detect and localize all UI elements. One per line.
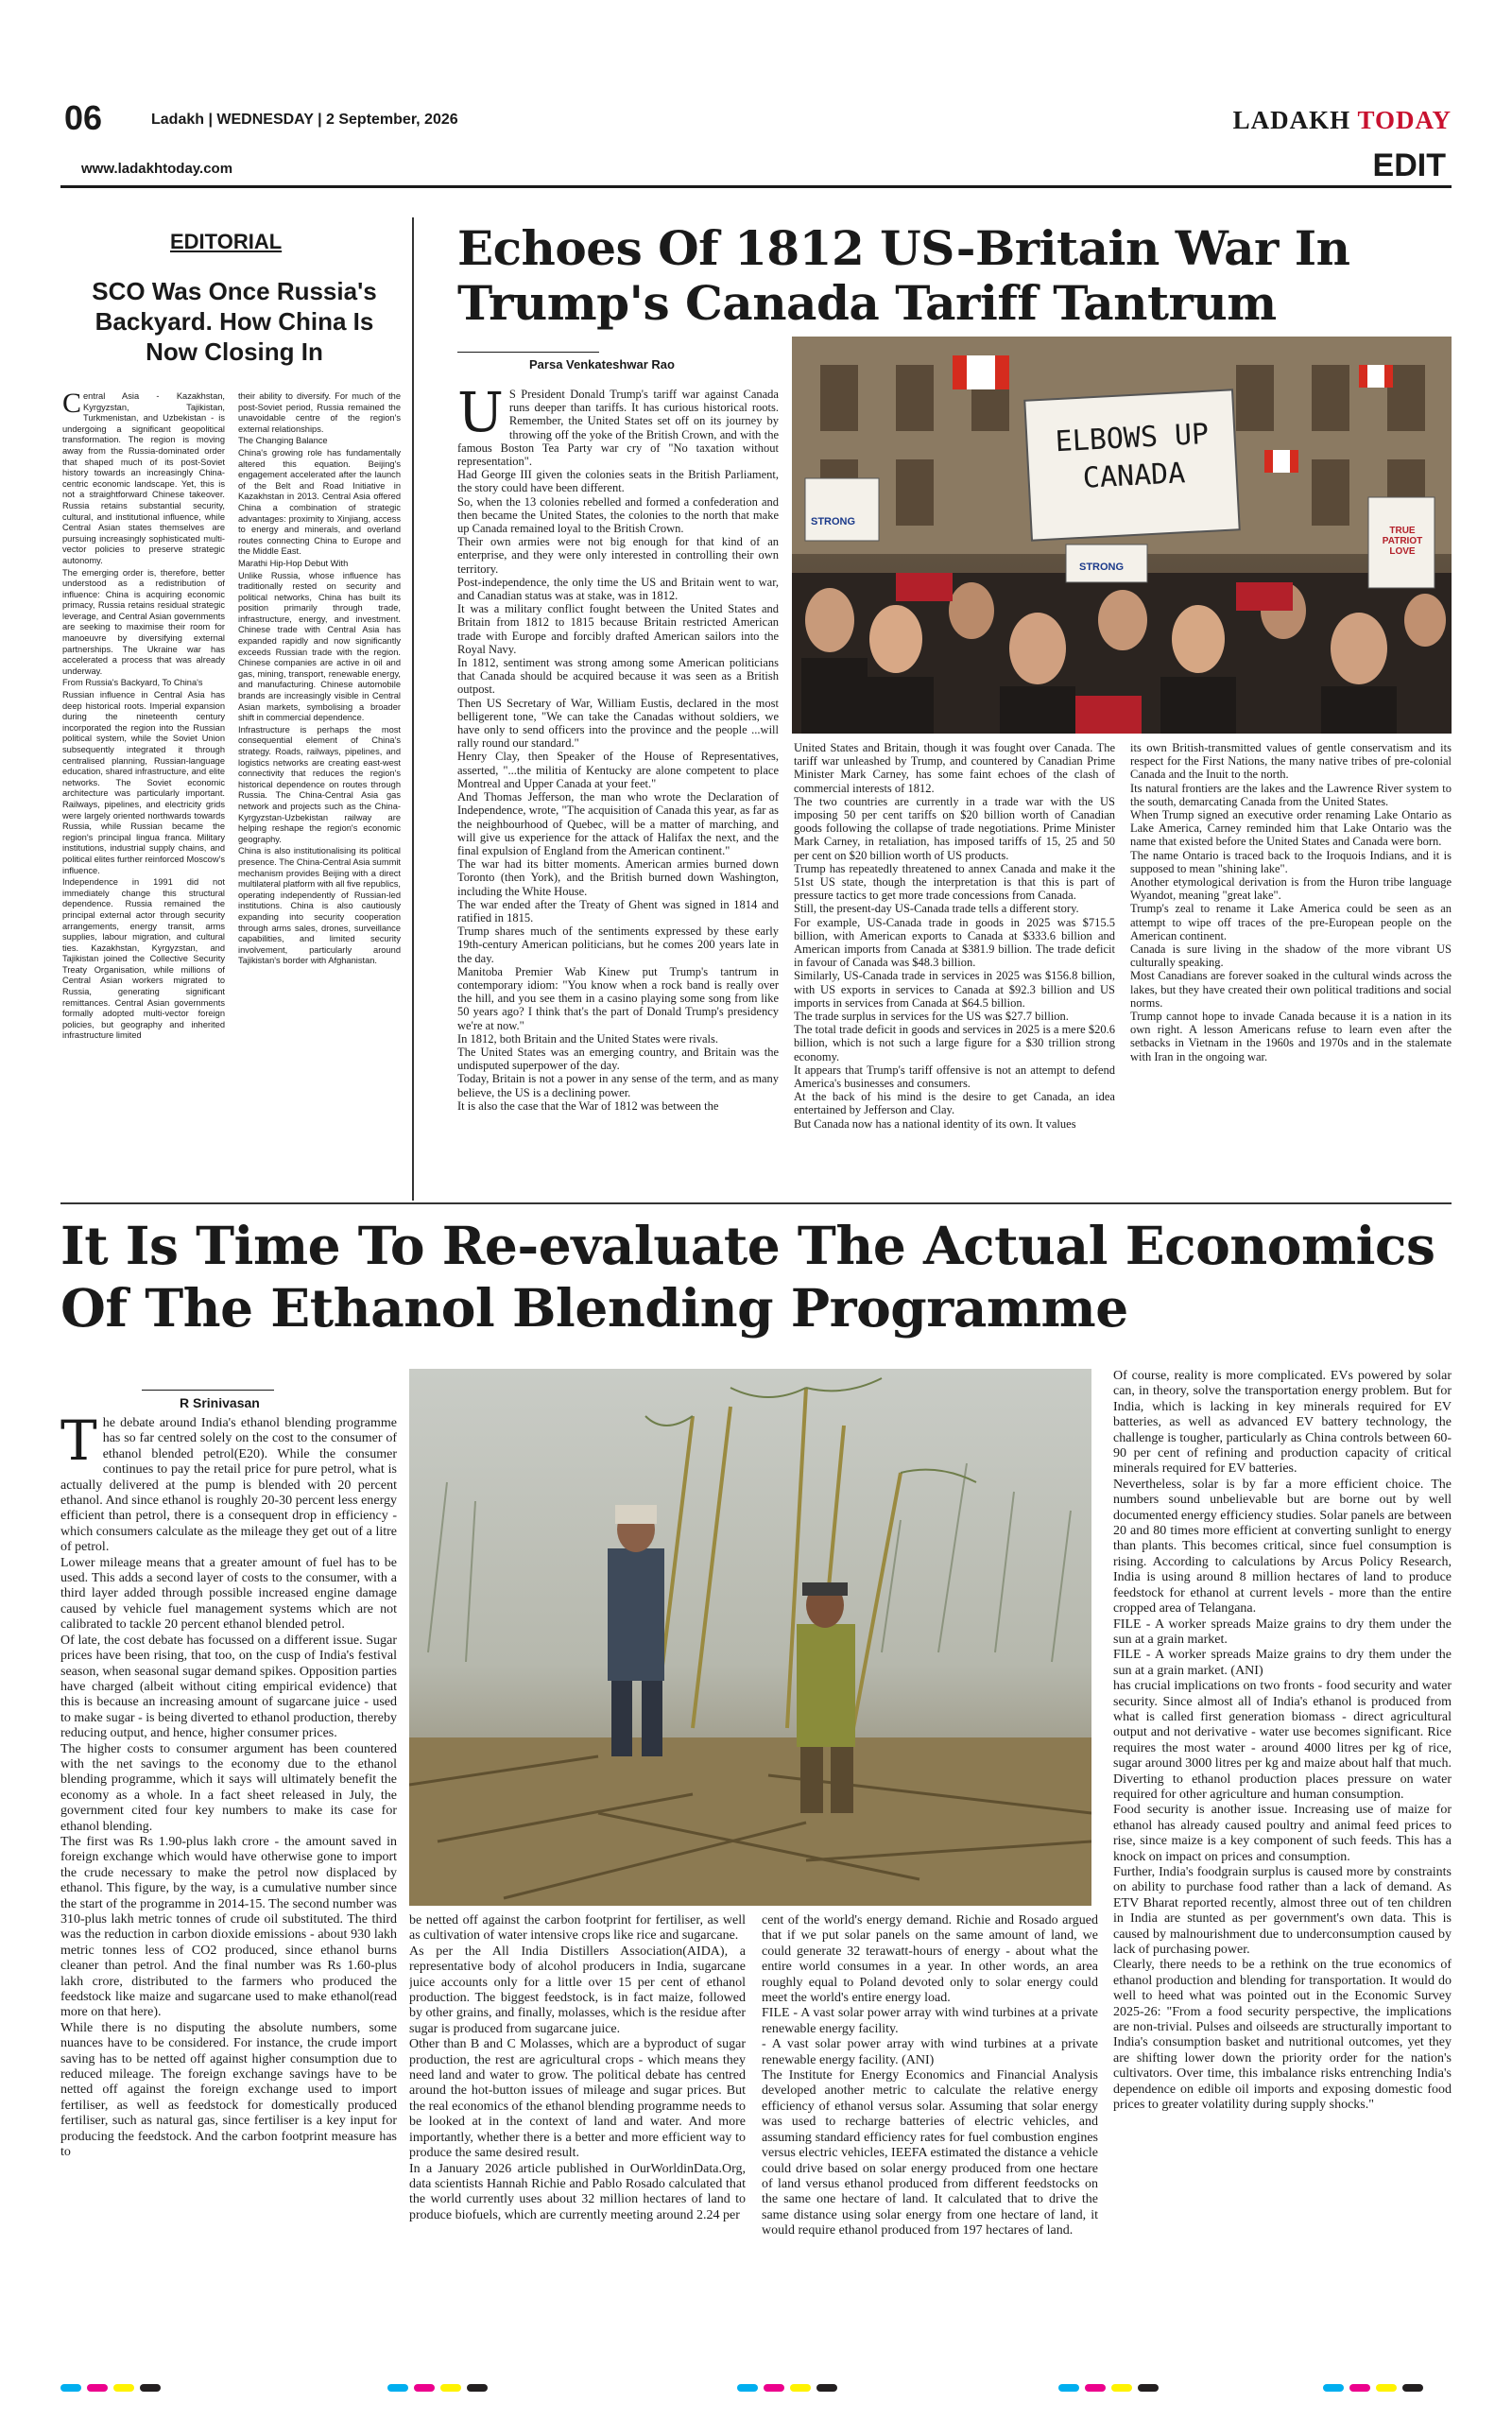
paragraph: The first was Rs 1.90-plus lakh crore - the amount saved in foreign exchange which would have otherwise gone to import the crude necessary to make the petrol now displaced by ethanol. This figure, by the way, is a cumulative number since the start of the programme in 2014-15. The second number was 310-plus lakh metric tonnes of crude oil substituted. The third was the reduction in carbon dioxide emissions - about 930 lakh metric tonnes less of CO2 produced, since ethanol burns cleaner than petrol. And the final number was Rs 1.60-plus lakh crore, distributed to the farmers who produced the feedstock like maize and sugarcane used to make ethanol(read more on that here). xyxy=(60,1834,397,2020)
article2-column-2 xyxy=(409,1913,746,2375)
registration-dot xyxy=(140,2384,161,2392)
article2-headline: It Is Time To Re-evaluate The Actual Economics Of The Ethanol Blending Programme xyxy=(60,1215,1435,1339)
paragraph: The war ended after the Treaty of Ghent was signed in 1814 and ratified in 1815. xyxy=(457,897,779,925)
paragraph: Trump's zeal to rename it Lake America could be seen as an attempt to wipe off traces of the pre-European people on the American continent. xyxy=(1130,902,1452,942)
protest-sign-text: ELBOWS UP CANADA xyxy=(1054,417,1211,495)
registration-dot xyxy=(1402,2384,1423,2392)
editorial-headline: SCO Was Once Russia's Backyard. How China Is Now Closing In xyxy=(92,277,377,366)
paragraph: The debate around India's ethanol blending programme has so far centred solely on the cost to the consumer of ethanol blended petrol(E20). While the consumer continues to pay the retail price for pure petrol, what is actually delivered at the pump is blended with 20 percent ethanol. And since ethanol is roughly 20-30 percent less energy efficient than petrol, there is a consequent drop in efficiency - which consumers calculate as the mileage they get out of a litre of petrol. xyxy=(60,1416,397,1555)
registration-dot xyxy=(764,2384,784,2392)
paragraph: Unlike Russia, whose influence has traditionally rested on security and political networks, China has built its position primarily through trade, infrastructure, energy, and investment. Chinese trade with Central Asia has expanded rapidly and now significantly exceeds Russian trade with the region. Chinese companies are active in oil and gas, mining, transport, renewable energy, and manufacturing. Chinese automobile brands are increasingly visible in Central Asian markets, symbolising a broader shift in commercial dependence. xyxy=(238,570,401,723)
paragraph: For example, US-Canada trade in goods in 2025 was $715.5 billion, with American exports to Canada at $333.6 billion and American imports from Canada at $381.9 billion. The trade deficit in favour of Canada was $48.3 billion. xyxy=(794,915,1115,970)
small-sign-3: TRUE PATRIOT LOVE xyxy=(1382,526,1423,557)
paragraph: Similarly, US-Canada trade in services in 2025 was $156.8 billion, with US exports in services to Canada at $92.3 billion and US imports in services from Canada at $64.5 billion. xyxy=(794,969,1115,1010)
paragraph: The higher costs to consumer argument has been countered with the net savings to the economy due to the ethanol blending programme, which it says will ultimately benefit the economy as a whole. In a fact sheet released in July, the government cited four key numbers to make its case for ethanol blending. xyxy=(60,1741,397,1834)
paragraph: Its natural frontiers are the lakes and the Lawrence River system to the south, demarcating Canada from the United States. xyxy=(1130,781,1452,808)
registration-marks-center-right xyxy=(737,2384,837,2392)
paragraph: Trump cannot hope to invade Canada because it is a nation in its own right. A lesson Americans refuse to learn even after the setbacks in Vietnam in the 1960s and 1970s and in the stalemate with Iran in the ongoing war. xyxy=(1130,1010,1452,1063)
paragraph: The trade surplus in services for the US was $27.7 billion. xyxy=(794,1010,1069,1024)
paragraph: Most Canadians are forever soaked in the cultural winds across the lakes, but they have created their own political traditions and social norms. xyxy=(1130,969,1452,1010)
paragraph: It appears that Trump's tariff offensive is not an attempt to defend America's businesses and consumers. xyxy=(794,1063,1115,1091)
registration-marks-far-right xyxy=(1323,2384,1423,2392)
paragraph: Independence in 1991 did not immediately change this structural dependence. Russia remained the principal external actor through security arrangements, energy transit, arms supplies, labour migration, and cultural ties. Kazakhstan, Kyrgyzstan, and Tajikistan joined the Collective Security Treaty Organisation, while millions of Central Asian workers migrated to Russia, generating significant remittances. Central Asian governments formally adopted multi-vector foreign policies, but geography and inherited infrastructure limited xyxy=(62,877,225,1041)
registration-dot xyxy=(113,2384,134,2392)
paragraph: Manitoba Premier Wab Kinew put Trump's tantrum in contemporary idiom: "You know when a rock band is really over the hill, and you see them in a casino playing some song from like 50 years ago? I think that's the part of Donald Trump's presidency we're at now." xyxy=(457,964,779,1032)
paragraph: China is also institutionalising its political presence. The China-Central Asia summit mechanism provides Beijing with a direct multilateral platform with all five republics, operating independently of Russian-led institutions. China is also cautiously expanding into security cooperation through arms sales, drones, surveillance capabilities, and limited security involvement, particularly around Tajikistan's border with Afghanistan. xyxy=(238,846,401,966)
paragraph: - A vast solar power array with wind turbines at a private renewable energy facility. (ANI) xyxy=(762,2037,1098,2067)
registration-dot xyxy=(440,2384,461,2392)
paragraph: Of course, reality is more complicated. EVs powered by solar can, in theory, solve the transportation energy problem. But for India, which is lacking in key minerals required for EV batteries, as well as advanced EV battery technology, the challenge is tougher, particularly as China controls between 60-90 per cent of refining and production capacity of critical minerals required for EV batteries. xyxy=(1113,1369,1452,1477)
paragraph: Another etymological derivation is from the Huron tribe language Wyandot, meaning "great lake". xyxy=(1130,875,1452,903)
paragraph: Central Asia - Kazakhstan, Kyrgyzstan, Tajikistan, Turkmenistan, and Uzbekistan - is undergoing a significant geopolitical transformation. The region is moving away from the Russia-dominated order that shaped much of its post-Soviet history towards an increasingly China-centric economic landscape. Yet, this is not a straightforward Chinese takeover. Russia retains substantial security, cultural, and institutional influence, while Central Asian states themselves are pursuing increasingly sophisticated multi-vector policies to preserve strategic autonomy. xyxy=(62,391,225,565)
registration-dot xyxy=(1058,2384,1079,2392)
sugarcane-harvest-photo xyxy=(409,1369,1091,1906)
paragraph: its own British-transmitted values of gentle conservatism and its respect for the First Nations, the many native tribes of pre-colonial Canada and the Inuit to the north. xyxy=(1130,741,1452,782)
paragraph: And Thomas Jefferson, the man who wrote the Declaration of Independence, wrote, "The acquisition of Canada this year, as far as the neighbourhood of Quebec, will be a matter of marching, and will give us experience for the attack of Halifax the next, and the final expulsion of England from the American continent." xyxy=(457,790,779,857)
registration-dot xyxy=(387,2384,408,2392)
paragraph: Of late, the cost debate has focussed on a different issue. Sugar prices have been rising, that too, on the cusp of India's festival season, when seasonal sugar demand spikes. Opposition parties have charged (albeit without citing empirical evidence) that this is because an increasing amount of sugarcane juice - used to make sugar - is being diverted to ethanol production, thereby reducing output, and hence, higher consumer prices. xyxy=(60,1633,397,1741)
drop-cap: T xyxy=(60,1416,97,1473)
registration-marks-left xyxy=(60,2384,161,2392)
paragraph: FILE - A worker spreads Maize grains to dry them under the sun at a grain market. xyxy=(1113,1616,1452,1647)
paragraph: In 1812, both Britain and the United States were rivals. xyxy=(457,1031,718,1046)
paragraph: While there is no disputing the absolute numbers, some nuances have to be considered. For instance, the crude import saving has to be netted off against higher consumption due to reduced mileage. The foreign exchange savings have to be netted off against the foreign exchange used to import fertiliser, as well as feedstock for domestically produced fertiliser, such as natural gas, since fertiliser is a key input for producing the feedstock. And the carbon footprint measure has to xyxy=(60,2020,397,2160)
paragraph: United States and Britain, though it was fought over Canada. The tariff war unleashed by Trump, and countered by Canadian Prime Minister Mark Carney, has some faint echoes of the clash of commercial interests of 1812. xyxy=(794,741,1115,795)
paragraph: The Institute for Energy Economics and Financial Analysis developed another metric to calculate the relative energy efficiency of ethanol versus solar. Assuming that solar energy was used to recharge batteries of electric vehicles, and assuming standard efficiency rates for fuel combustion engines versus electric vehicles, IEEFA estimated the distance a vehicle could drive based on solar energy produced from one hectare of land versus ethanol produced from different feedstocks on the same one hectare of land. It calculated that to drive the same distance using solar energy from one hectare of land, it would require ethanol produced from 197 hectares of land. xyxy=(762,2068,1098,2238)
paragraph: The total trade deficit in goods and services in 2025 is a mere $20.6 billion, which is not such a large figure for a $30 trillion strong economy. xyxy=(794,1023,1115,1063)
article1-column-2 xyxy=(794,741,1115,1193)
paragraph: cent of the world's energy demand. Richie and Rosado argued that if we put solar panels on the same amount of land, we could generate 32 terawatt-hours of energy - about what the entire world consumes in a year. In other words, an area roughly equal to Poland devoted only to solar energy could meet the world's entire energy load. xyxy=(762,1913,1098,2006)
paragraph: Then US Secretary of War, William Eustis, declared in the most belligerent tone, "We can take the Canadas without soldiers, we have only to send officers into the province and the people ...will rally round our standard." xyxy=(457,696,779,751)
paragraph: In a January 2026 article published in OurWorldinData.Org, data scientists Hannah Richie and Pablo Rosado calculated that the world currently uses about 32 million hectares of land to produce biofuels, which are currently meeting around 2.24 per xyxy=(409,2161,746,2222)
registration-dot xyxy=(790,2384,811,2392)
registration-dot xyxy=(414,2384,435,2392)
article1-headline: Echoes Of 1812 US-Britain War In Trump's Canada Tariff Tantrum xyxy=(457,220,1350,331)
paragraph: It was a military conflict fought between the United States and Britain from 1812 to 1815 because Britain restricted American trade with Europe and forcibly drafted American sailors into the Royal Navy. xyxy=(457,602,779,656)
registration-dot xyxy=(1349,2384,1370,2392)
paragraph: Nevertheless, solar is by far a more efficient choice. The numbers sound unbelievable but are borne out by well documented energy efficiency studies. Solar panels are between 20 and 80 times more efficient at converting sunlight to energy than plants. This becomes critical, since fuel consumption is rising. According to calculations by Arcus Policy Research, India is using around 8 million hectares of land to produce feedstock for ethanol at current levels - more than the entire cropped area of Telangana. xyxy=(1113,1477,1452,1616)
registration-dot xyxy=(1323,2384,1344,2392)
paragraph: Canada is sure living in the shadow of the more vibrant US culturally speaking. xyxy=(1130,942,1452,970)
paragraph: Had George III given the colonies seats in the British Parliament, the story could have been different. xyxy=(457,468,779,495)
site-url[interactable]: www.ladakhtoday.com xyxy=(81,161,233,177)
paragraph: Trump shares much of the sentiments expressed by these early 19th-century American politicians, but he comes 200 years late in the day. xyxy=(457,925,779,965)
paragraph: Food security is another issue. Increasing use of maize for ethanol has already caused poultry and animal feed prices to rise, since maize is a key component of such feeds. This has a knock on impact on prices and consumption. xyxy=(1113,1803,1452,1864)
paragraph: FILE - A worker spreads Maize grains to dry them under the sun at a grain market. (ANI) xyxy=(1113,1648,1452,1678)
paragraph: In 1812, sentiment was strong among some American politicians that Canada should be acquired because it was seen as a British outpost. xyxy=(457,656,779,697)
article2-column-1 xyxy=(60,1416,397,2375)
paragraph: The Changing Balance xyxy=(238,436,328,446)
paragraph: The name Ontario is traced back to the Iroquois Indians, and it is supposed to mean "shining lake". xyxy=(1130,848,1452,875)
paragraph: At the back of his mind is the desire to get Canada, an idea entertained by Jefferson and Clay. xyxy=(794,1090,1115,1117)
dateline: Ladakh | WEDNESDAY | 2 September, 2026 xyxy=(151,112,458,128)
paragraph: Post-independence, the only time the US and Britain went to war, and Canadian status was at stake, was in 1812. xyxy=(457,575,779,603)
paragraph: Russian influence in Central Asia has deep historical roots. Imperial expansion during the nineteenth century incorporated the region into the Russian political system, while the Soviet Union subsequently integrated it through centralised planning, Russian-language education, shared infrastructure, and elite networks. The Soviet economic architecture was particularly important. Railways, pipelines, and electricity grids were largely oriented northwards towards Russia, while Russian became the region's principal lingua franca. Military institutions, industrial supply chains, and political elites further reinforced Moscow's influence. xyxy=(62,690,225,875)
small-sign-2: STRONG xyxy=(1079,562,1125,573)
registration-dot xyxy=(467,2384,488,2392)
paragraph: As per the All India Distillers Association(AIDA), a representative body of alcohol producers in India, sugarcane juice accounts only for a little over 15 per cent of ethanol production. The biggest feedstock, is in fact maize, followed by other grains, and finally, molasses, which is the residue after sugar is produced from sugarcane juice. xyxy=(409,1944,746,2036)
registration-dot xyxy=(816,2384,837,2392)
paragraph: Clearly, there needs to be a rethink on the true economics of ethanol production and blending for transportation. It would do well to heed what was pointed out in the Economic Survey 2025-26: "From a food security perspective, the implications are non-trivial. Pulses and oilseeds are structurally important to India's consumption basket and nutritional outcomes, yet they are shifting lower down the priority order for the nation's cultivators. Over time, this imbalance risks entrenching India's dependence on edible oil imports and exposing domestic food prices to greater volatility during supply shocks." xyxy=(1113,1958,1452,2113)
paragraph: Henry Clay, then Speaker of the House of Representatives, asserted, "...the militia of Kentucky are alone competent to place Montreal and Upper Canada at your feet." xyxy=(457,750,779,790)
paragraph: FILE - A vast solar power array with wind turbines at a private renewable energy facility. xyxy=(762,2006,1098,2036)
editorial-label: EDITORIAL xyxy=(170,230,283,253)
paragraph: Today, Britain is not a power in any sense of the term, and as many believe, the US is a declining power. xyxy=(457,1072,779,1099)
paragraph: So, when the 13 colonies rebelled and formed a confederation and then became the United States, the colonies to the north that make up Canada remained loyal to the British Crown. xyxy=(457,494,779,536)
paragraph: It is also the case that the War of 1812 was between the xyxy=(457,1098,719,1113)
logo-word-today: TODAY xyxy=(1357,106,1452,134)
paragraph: U S President Donald Trump's tariff war against Canada runs deeper than tariffs. It has curious historical roots. Remember, the United States set off on its journey by throwing off the yoke of the British Crown, and with the famous Boston Tea Party war cry of "No taxation without representation". xyxy=(457,388,779,469)
registration-dot xyxy=(60,2384,81,2392)
paragraph: From Russia's Backyard, To China's xyxy=(62,678,203,688)
byline-rule xyxy=(142,1390,274,1391)
protest-photo xyxy=(792,337,1452,734)
paragraph: Their own armies were not big enough for that kind of an enterprise, and they were only interested in controlling their own territory. xyxy=(457,535,779,576)
paragraph: When Trump signed an executive order renaming Lake Ontario as Lake America, Carney reminded him that Lake Ontario was the name that existed before the United States and Canada were born. xyxy=(1130,808,1452,849)
drop-cap: U xyxy=(457,388,504,444)
paragraph: has crucial implications on two fronts - food security and water security. Since almost all of India's ethanol is produced from what is called first generation biomass - direct agricultural output and not derivative - water use becomes significant. Rice requires the most water - around 4000 litres per kg of rice, sugar around 3000 litres per kg and maize about half that much. Diverting to ethanol production places pressure on water required for other agriculture and human consumption. xyxy=(1113,1679,1452,1802)
paragraph: Trump has repeatedly threatened to annex Canada and make it the 51st US state, though the interpretation is that this is part of pressure tactics to get more trade concessions from Canada. xyxy=(794,861,1115,903)
registration-dot xyxy=(87,2384,108,2392)
paragraph: Marathi Hip-Hop Debut With xyxy=(238,558,349,568)
paragraph: The two countries are currently in a trade war with the US imposing 50 per cent tariffs on $20 billion worth of Canadian goods following the collapse of trade negotiations. Prime Minister Mark Carney, in retaliation, has imposed tariffs of 15, 25 and 50 per cent on $20 billion worth of US products. xyxy=(794,794,1115,862)
paragraph: But Canada now has a national identity of its own. It values xyxy=(794,1116,1076,1131)
paragraph: Other than B and C Molasses, which are a byproduct of sugar production, the rest are agricultural crops - which means they need land and water to grow. The political debate has centred around the hot-button issues of mileage and sugar prices. But the real economics of the ethanol blending programme needs to be looked at in the context of land and water. And more importantly, whether there is a better and more efficient way to produce the same desired result. xyxy=(409,2037,746,2161)
section-label: EDIT xyxy=(1372,147,1446,183)
paragraph: The emerging order is, therefore, better understood as a redistribution of influence: China is acquiring economic primacy, Russia retains residual strategic leverage, and Central Asian governments are seeking to maximise their room for manoeuvre by diversifying external partnerships. The Ukraine war has accelerated a process that was already underway. xyxy=(62,567,225,676)
paragraph: be netted off against the carbon footprint for fertiliser, as well as cultivation of water intensive crops like rice and sugarcane. xyxy=(409,1913,746,1944)
article2-column-3 xyxy=(762,1913,1098,2375)
registration-marks-center-left xyxy=(387,2384,488,2392)
registration-dot xyxy=(1138,2384,1159,2392)
registration-dot xyxy=(737,2384,758,2392)
page-number: 06 xyxy=(64,98,103,137)
small-sign-1: STRONG xyxy=(811,516,856,527)
drop-cap: C xyxy=(62,391,82,419)
editorial-column-2 xyxy=(238,391,401,1195)
paragraph: their ability to diversify. For much of the post-Soviet period, Russia remained the unavoidable centre of the region's external relationships. xyxy=(238,391,401,434)
byline-rule xyxy=(457,352,599,353)
section-divider xyxy=(60,1202,1452,1204)
paragraph: The war had its bitter moments. American armies burned down Toronto (then York), and the British burned down Washington, including the White House. xyxy=(457,857,779,898)
registration-dot xyxy=(1376,2384,1397,2392)
registration-marks-right xyxy=(1058,2384,1159,2392)
paragraph: Infrastructure is perhaps the most consequential element of China's strategy. Roads, railways, pipelines, and logistics networks are creating east-west connectivity that reduces the region's historical dependence on routes through Russia. The China-Central Asia gas network and projects such as the China-Kyrgyzstan-Uzbekistan railway are helping reshape the region's economic geography. xyxy=(238,724,401,844)
registration-dot xyxy=(1085,2384,1106,2392)
paragraph: Further, India's foodgrain surplus is caused more by constraints on ability to purchase food rather than a lack of demand. As ETV Bharat reported recently, almost three out of ten children in India are stunted as per government's own data. This is caused by malnourishment due to underconsumption caused by lack of purchasing power. xyxy=(1113,1865,1452,1958)
editorial-column-1 xyxy=(62,391,225,1195)
article1-column-3 xyxy=(1130,741,1452,1193)
registration-dot xyxy=(1111,2384,1132,2392)
newspaper-logo xyxy=(1233,106,1452,135)
paragraph: The United States was an emerging country, and Britain was the undisputed superpower of the day. xyxy=(457,1045,779,1073)
article1-column-1 xyxy=(457,388,779,1193)
header-rule xyxy=(60,185,1452,188)
article1-byline: Parsa Venkateshwar Rao xyxy=(529,357,675,372)
paragraph: Lower mileage means that a greater amount of fuel has to be used. This adds a second layer of costs to the consumer, with a third layer added through possible increased engine damage caused by vehicle fuel management systems which are not calibrated to tackle 20 percent ethanol blended petrol. xyxy=(60,1555,397,1633)
paragraph: China's growing role has fundamentally altered this equation. Beijing's engagement accelerated after the launch of the Belt and Road Initiative in Kazakhstan in 2013. Central Asia offered China a combination of strategic advantages: proximity to Xinjiang, access to energy and minerals, and overland routes connecting China to Europe and the Middle East. xyxy=(238,447,401,557)
article2-column-4 xyxy=(1113,1369,1452,2375)
article2-byline: R Srinivasan xyxy=(180,1395,260,1410)
paragraph: Still, the present-day US-Canada trade tells a different story. xyxy=(794,902,1079,916)
logo-word-ladakh: LADAKH xyxy=(1232,106,1358,134)
column-divider xyxy=(412,217,414,1201)
